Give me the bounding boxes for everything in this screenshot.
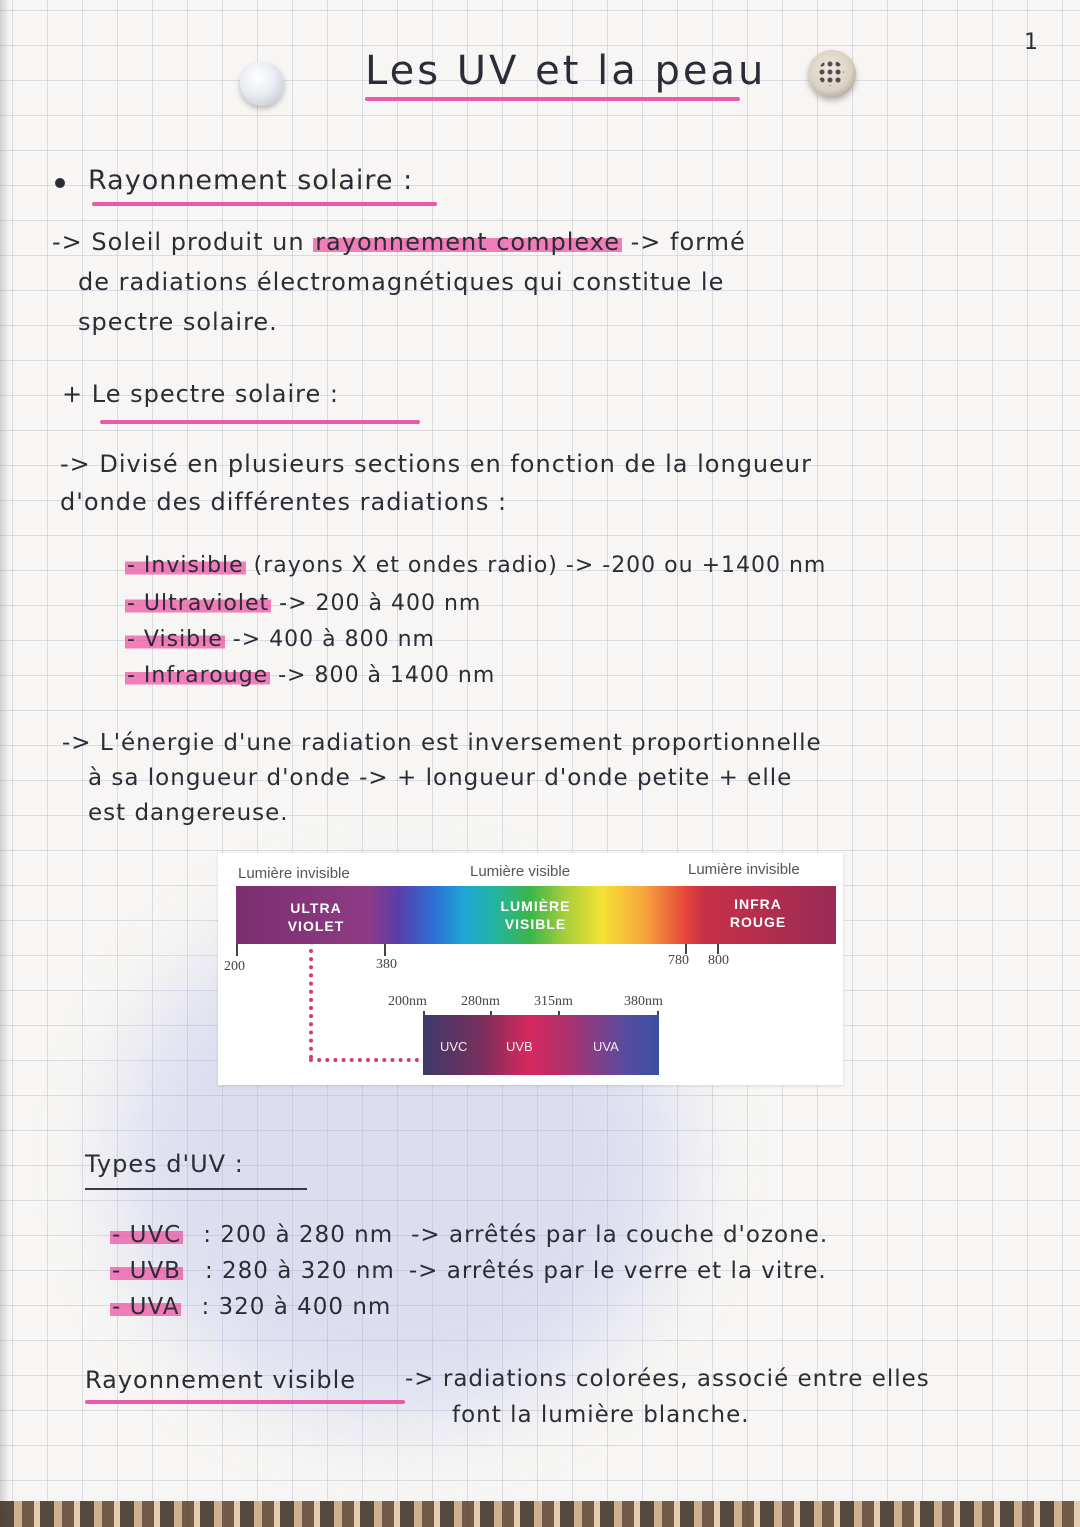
uv-tick-label-200: 200nm <box>388 994 427 1009</box>
page-edge-shadow <box>0 0 10 1527</box>
heading-types-uv: Types d'UV : <box>85 1150 244 1178</box>
title-underline <box>365 97 740 101</box>
heading-underline-2 <box>100 420 420 424</box>
list-item-ultraviolet: - Ultraviolet -> 200 à 400 nm <box>127 591 482 616</box>
visible-line-2: font la lumière blanche. <box>452 1402 750 1428</box>
label-uvc: UVC <box>440 1039 468 1054</box>
label-uva: UVA <box>593 1039 619 1054</box>
page-number: 1 <box>1024 30 1038 55</box>
caption-visible: Lumière visible <box>470 863 571 880</box>
heading-underline <box>92 202 437 206</box>
page-title: Les UV et la peau <box>365 48 767 94</box>
highlight-rayonnement-complexe: rayonnement complexe <box>315 228 620 256</box>
tick-label-380: 380 <box>376 957 397 972</box>
table-surface <box>0 1501 1080 1527</box>
tick-380 <box>384 944 386 956</box>
band-ultraviolet: ULTRA VIOLET <box>287 900 345 934</box>
dotted-connector-vertical <box>309 949 313 1059</box>
caption-invisible-right: Lumière invisible <box>688 861 800 878</box>
caption-invisible-left: Lumière invisible <box>238 865 350 882</box>
intro-line-2: d'onde des différentes radiations : <box>60 488 508 516</box>
uv-tick-label-315: 315nm <box>534 994 573 1009</box>
energy-line-2: à sa longueur d'onde -> + longueur d'onde petite + elle <box>88 765 793 791</box>
para-line-3: spectre solaire. <box>78 308 278 336</box>
band-visible: LUMIÈRE VISIBLE <box>500 898 571 932</box>
uv-row-uva: - UVA : 320 à 400 nm <box>112 1294 392 1320</box>
tick-label-200: 200 <box>224 959 245 974</box>
energy-line-1: -> L'énergie d'une radiation est inversement proportionnelle <box>62 730 822 756</box>
list-item-invisible: - Invisible (rayons X et ondes radio) -> -200 ou +1400 nm <box>127 553 827 578</box>
uv-tick-label-380: 380nm <box>624 994 663 1009</box>
energy-line-3: est dangereuse. <box>88 800 289 826</box>
para-line-2: de radiations électromagnétiques qui constitue le <box>78 268 725 296</box>
heading-underline-3 <box>85 1188 307 1190</box>
band-infrarouge: INFRA ROUGE <box>729 896 787 930</box>
heading-spectre-solaire: + Le spectre solaire : <box>62 380 339 408</box>
uv-row-uvc: - UVC : 200 à 280 nm -> arrêtés par la couche d'ozone. <box>112 1222 829 1248</box>
decorated-pin-icon <box>808 50 856 98</box>
intro-line-1: -> Divisé en plusieurs sections en fonction de la longueur <box>60 450 812 478</box>
list-item-visible: - Visible -> 400 à 800 nm <box>127 627 435 652</box>
heading-rayonnement-visible: Rayonnement visible <box>85 1366 357 1394</box>
tick-label-780: 780 <box>668 953 689 968</box>
list-item-infrarouge: - Infrarouge -> 800 à 1400 nm <box>127 663 496 688</box>
heading-rayonnement-solaire: Rayonnement solaire : <box>88 165 414 196</box>
pin-icon <box>240 62 284 106</box>
dotted-connector-horizontal <box>309 1058 419 1062</box>
bullet-icon <box>55 178 65 188</box>
spectrum-diagram <box>218 853 843 1085</box>
tick-label-800: 800 <box>708 953 729 968</box>
tick-200 <box>236 944 238 956</box>
uv-row-uvb: - UVB : 280 à 320 nm -> arrêtés par le verre et la vitre. <box>112 1258 827 1284</box>
uv-tick-label-280: 280nm <box>461 994 500 1009</box>
visible-line-1: -> radiations colorées, associé entre elles <box>405 1366 930 1392</box>
label-uvb: UVB <box>506 1039 533 1054</box>
heading-underline-4 <box>85 1400 405 1404</box>
para-line-1: -> Soleil produit un rayonnement complexe -> formé <box>52 228 746 256</box>
